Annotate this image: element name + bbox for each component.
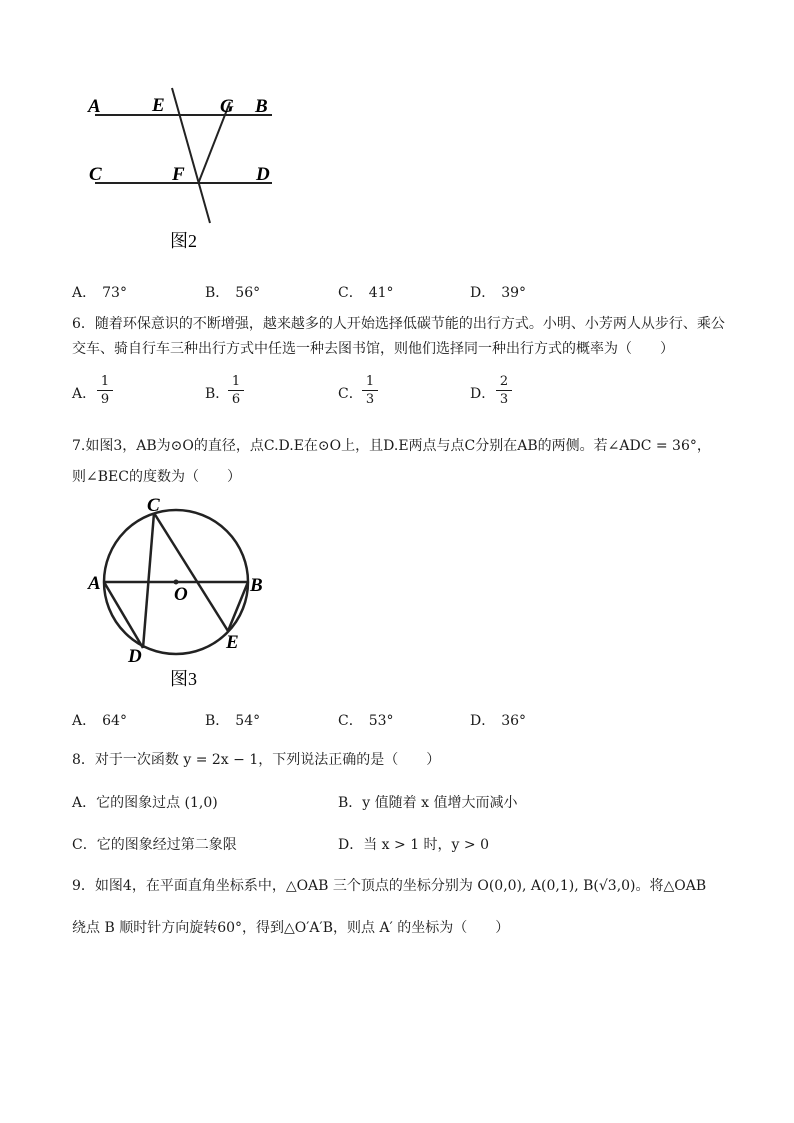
- q8-option-d[interactable]: D．当 x > 1 时，y > 0: [338, 837, 490, 853]
- q7-option-c[interactable]: C． 53°: [338, 713, 394, 729]
- q6-stem-line1: 6．随着环保意识的不断增强，越来越多的人开始选择低碳节能的出行方式。小明、小芳两人从步行、乘公: [72, 316, 725, 332]
- q5-option-c[interactable]: C． 41°: [338, 285, 394, 301]
- q6-option-b-letter: B．: [205, 386, 230, 402]
- figure-2-diagram: [80, 80, 290, 260]
- q9-stem-line2: 绕点 B 顺时针方向旋转60°，得到△O′A′B，则点 A′ 的坐标为（ ）: [72, 920, 510, 936]
- fig3-label-c: C: [147, 495, 160, 516]
- q7-stem-line1: 7.如图3，AB为⊙O的直径，点C.D.E在⊙O上，且D.E两点与点C分别在AB的两侧。若∠ADC = 36°，: [72, 438, 711, 454]
- figure-2: [80, 80, 290, 260]
- q6-option-a-letter: A．: [72, 386, 97, 402]
- q5-option-b[interactable]: B． 56°: [205, 285, 261, 301]
- fig2-label-b: B: [255, 96, 268, 117]
- q5-option-d[interactable]: D． 39°: [470, 285, 527, 301]
- fig2-label-c: C: [89, 164, 102, 185]
- fig2-label-d: D: [256, 164, 270, 185]
- q6-option-b-fraction: 1 6: [228, 374, 244, 407]
- fig2-label-e: E: [152, 95, 165, 116]
- q6-option-d-fraction: 2 3: [496, 374, 512, 407]
- q9-stem-line1: 9．如图4，在平面直角坐标系中，△OAB 三个顶点的坐标分别为 O(0,0), A(0,1), B(√3,0)。将△OAB: [72, 878, 707, 894]
- q8-stem: 8．对于一次函数 y = 2x − 1，下列说法正确的是（ ）: [72, 752, 441, 768]
- q6-stem-line2: 交车、骑自行车三种出行方式中任选一种去图书馆，则他们选择同一种出行方式的概率为（ ）: [72, 341, 674, 357]
- q8-option-b[interactable]: B．y 值随着 x 值增大而减小: [338, 795, 518, 811]
- q8-option-c[interactable]: C．它的图象经过第二象限: [72, 837, 237, 853]
- fig3-label-b: B: [250, 575, 263, 596]
- figure-3-diagram: [80, 492, 290, 692]
- fig3-caption: 图3: [170, 669, 197, 689]
- q7-stem-line2: 则∠BEC的度数为（ ）: [72, 469, 241, 485]
- fig2-label-g: G: [220, 96, 234, 117]
- fig2-label-f: F: [172, 164, 185, 185]
- fig3-label-o: O: [174, 584, 188, 605]
- fig3-label-e: E: [226, 632, 239, 653]
- figure-3: [80, 492, 290, 692]
- q6-option-c-fraction: 1 3: [362, 374, 378, 407]
- q7-option-d[interactable]: D． 36°: [470, 713, 527, 729]
- fig2-caption: 图2: [170, 231, 197, 251]
- q7-option-a[interactable]: A． 64°: [72, 713, 127, 729]
- q7-option-b[interactable]: B． 54°: [205, 713, 261, 729]
- q8-option-a[interactable]: A．它的图象过点 (1,0): [72, 795, 218, 811]
- fig3-label-a: A: [88, 573, 101, 594]
- q5-option-a[interactable]: A． 73°: [72, 285, 127, 301]
- fig2-label-a: A: [88, 96, 101, 117]
- q6-option-d-letter: D．: [470, 386, 496, 402]
- q6-option-c-letter: C．: [338, 386, 363, 402]
- q6-option-a-fraction: 1 9: [97, 374, 113, 407]
- fig3-label-d: D: [128, 646, 142, 667]
